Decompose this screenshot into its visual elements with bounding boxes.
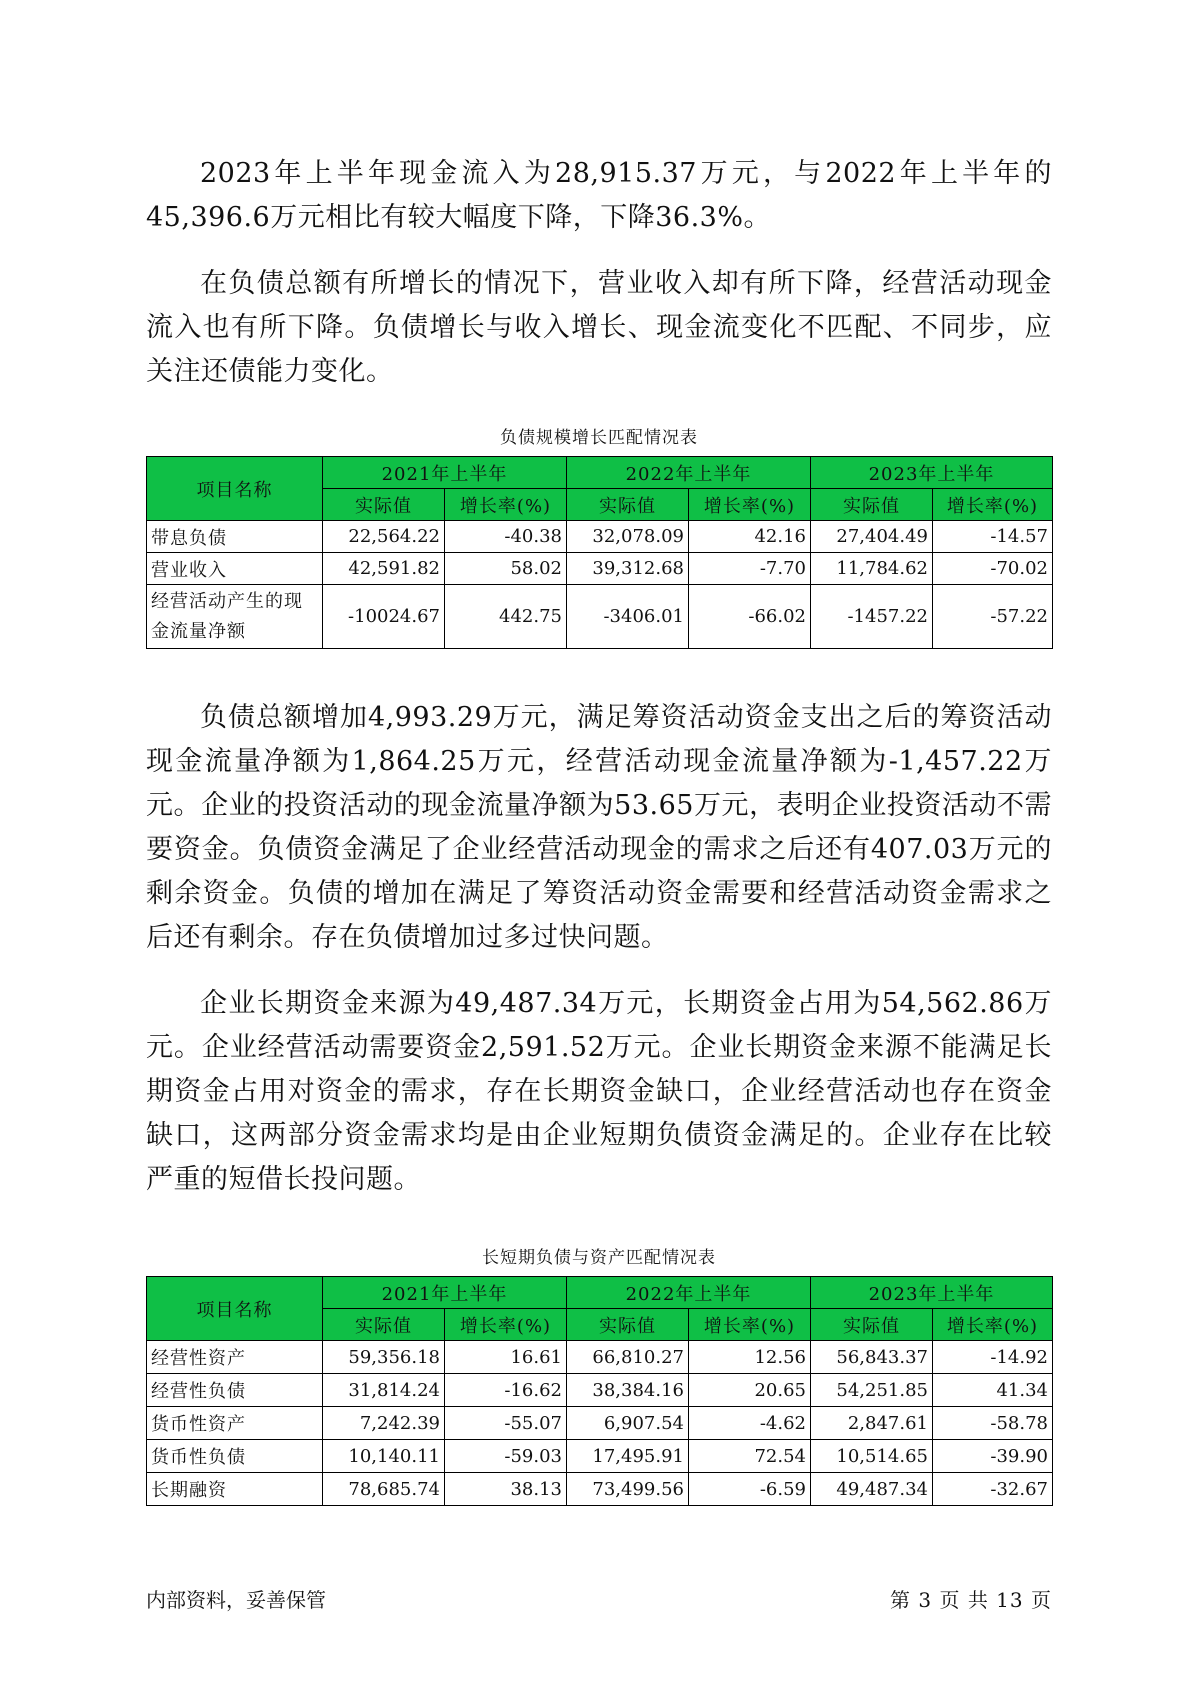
cell-value: 31,814.24: [323, 1374, 445, 1407]
cell-value: 7,242.39: [323, 1407, 445, 1440]
actual-value-header: 实际值: [567, 1309, 689, 1341]
cell-value: -16.62: [445, 1374, 567, 1407]
table-row: [147, 585, 1053, 649]
table-row: [147, 1473, 1053, 1506]
row-label: 经营性资产: [147, 1341, 323, 1374]
cell-value: -39.90: [933, 1440, 1053, 1473]
cell-value: 32,078.09: [567, 521, 689, 553]
debt-asset-match-table: [146, 1276, 1053, 1506]
cell-value: 17,495.91: [567, 1440, 689, 1473]
cell-value: -66.02: [689, 585, 811, 649]
period-header: 2022年上半年: [567, 457, 811, 489]
period-header: 2021年上半年: [323, 457, 567, 489]
cell-value: -3406.01: [567, 585, 689, 649]
row-label: 经营活动产生的现金流量净额: [147, 585, 323, 649]
page-number: 第 3 页 共 13 页: [890, 1588, 1052, 1612]
cell-value: 10,514.65: [811, 1440, 933, 1473]
period-header: 2022年上半年: [567, 1277, 811, 1309]
table-row: [147, 1341, 1053, 1374]
row-label: 货币性负债: [147, 1440, 323, 1473]
cell-value: 42.16: [689, 521, 811, 553]
paragraph-debt-growth: 在负债总额有所增长的情况下，营业收入却有所下降，经营活动现金流入也有所下降。负债增长与收入增长、现金流变化不匹配、不同步，应关注还债能力变化。: [146, 268, 1052, 387]
table-header-row: [147, 457, 1053, 489]
table-header-row: [147, 1277, 1053, 1309]
row-label: 营业收入: [147, 553, 323, 585]
cell-value: -14.57: [933, 521, 1053, 553]
cell-value: 56,843.37: [811, 1341, 933, 1374]
paragraph-cash-inflow: 2023年上半年现金流入为28,915.37万元，与2022年上半年的45,396.6万元相比有较大幅度下降，下降36.3%。: [146, 158, 1052, 233]
cell-value: 22,564.22: [323, 521, 445, 553]
cell-value: 20.65: [689, 1374, 811, 1407]
cell-value: 72.54: [689, 1440, 811, 1473]
row-label: 货币性资产: [147, 1407, 323, 1440]
item-name-header: 项目名称: [147, 457, 323, 521]
cell-value: 41.34: [933, 1374, 1053, 1407]
growth-rate-header: 增长率(%): [445, 489, 567, 521]
cell-value: 16.61: [445, 1341, 567, 1374]
table-row: [147, 1374, 1053, 1407]
confidential-note: 内部资料，妥善保管: [146, 1588, 326, 1612]
debt-growth-table: [146, 456, 1053, 649]
actual-value-header: 实际值: [811, 489, 933, 521]
cell-value: 78,685.74: [323, 1473, 445, 1506]
cell-value: 73,499.56: [567, 1473, 689, 1506]
table-row: [147, 521, 1053, 553]
row-label: 长期融资: [147, 1473, 323, 1506]
period-header: 2021年上半年: [323, 1277, 567, 1309]
cell-value: -70.02: [933, 553, 1053, 585]
cell-value: -55.07: [445, 1407, 567, 1440]
actual-value-header: 实际值: [811, 1309, 933, 1341]
cell-value: 49,487.34: [811, 1473, 933, 1506]
growth-rate-header: 增长率(%): [933, 489, 1053, 521]
growth-rate-header: 增长率(%): [445, 1309, 567, 1341]
cell-value: 66,810.27: [567, 1341, 689, 1374]
cell-value: -14.92: [933, 1341, 1053, 1374]
cell-value: -32.67: [933, 1473, 1053, 1506]
cell-value: 38,384.16: [567, 1374, 689, 1407]
paragraph-debt-increase: 负债总额增加4,993.29万元，满足筹资活动资金支出之后的筹资活动现金流量净额为1,864.25万元，经营活动现金流量净额为-1,457.22万元。企业的投资活动的现金流量净额为53.65万元，表明企业投资活动不需要资金。负债资金满足了企业经营活动现金的需求之后还有407.03万元的剩余资金。负债的增加在满足了筹资活动资金需要和经营活动资金需求之后还有剩余。存在负债增加过多过快问题。: [146, 702, 1052, 953]
cell-value: -1457.22: [811, 585, 933, 649]
cell-value: -10024.67: [323, 585, 445, 649]
cell-value: -6.59: [689, 1473, 811, 1506]
cell-value: 27,404.49: [811, 521, 933, 553]
cell-value: -58.78: [933, 1407, 1053, 1440]
cell-value: 38.13: [445, 1473, 567, 1506]
cell-value: 42,591.82: [323, 553, 445, 585]
cell-value: 442.75: [445, 585, 567, 649]
cell-value: -57.22: [933, 585, 1053, 649]
cell-value: -59.03: [445, 1440, 567, 1473]
growth-rate-header: 增长率(%): [933, 1309, 1053, 1341]
table-row: [147, 1407, 1053, 1440]
period-header: 2023年上半年: [811, 457, 1053, 489]
actual-value-header: 实际值: [323, 489, 445, 521]
growth-rate-header: 增长率(%): [689, 1309, 811, 1341]
row-label: 带息负债: [147, 521, 323, 553]
table-row: [147, 553, 1053, 585]
table1-caption: 负债规模增长匹配情况表: [500, 428, 698, 448]
cell-value: -4.62: [689, 1407, 811, 1440]
actual-value-header: 实际值: [323, 1309, 445, 1341]
cell-value: -7.70: [689, 553, 811, 585]
cell-value: 58.02: [445, 553, 567, 585]
cell-value: 11,784.62: [811, 553, 933, 585]
row-label: 经营性负债: [147, 1374, 323, 1407]
period-header: 2023年上半年: [811, 1277, 1053, 1309]
paragraph-long-term-funds: 企业长期资金来源为49,487.34万元，长期资金占用为54,562.86万元。企业经营活动需要资金2,591.52万元。企业长期资金来源不能满足长期资金占用对资金的需求，存在长期资金缺口，企业经营活动也存在资金缺口，这两部分资金需求均是由企业短期负债资金满足的。企业存在比较严重的短借长投问题。: [146, 988, 1052, 1195]
actual-value-header: 实际值: [567, 489, 689, 521]
cell-value: 10,140.11: [323, 1440, 445, 1473]
cell-value: 39,312.68: [567, 553, 689, 585]
cell-value: 12.56: [689, 1341, 811, 1374]
cell-value: 2,847.61: [811, 1407, 933, 1440]
table2-caption: 长短期负债与资产匹配情况表: [482, 1248, 716, 1268]
cell-value: 6,907.54: [567, 1407, 689, 1440]
table-row: [147, 1440, 1053, 1473]
cell-value: 59,356.18: [323, 1341, 445, 1374]
cell-value: -40.38: [445, 521, 567, 553]
growth-rate-header: 增长率(%): [689, 489, 811, 521]
cell-value: 54,251.85: [811, 1374, 933, 1407]
item-name-header: 项目名称: [147, 1277, 323, 1341]
